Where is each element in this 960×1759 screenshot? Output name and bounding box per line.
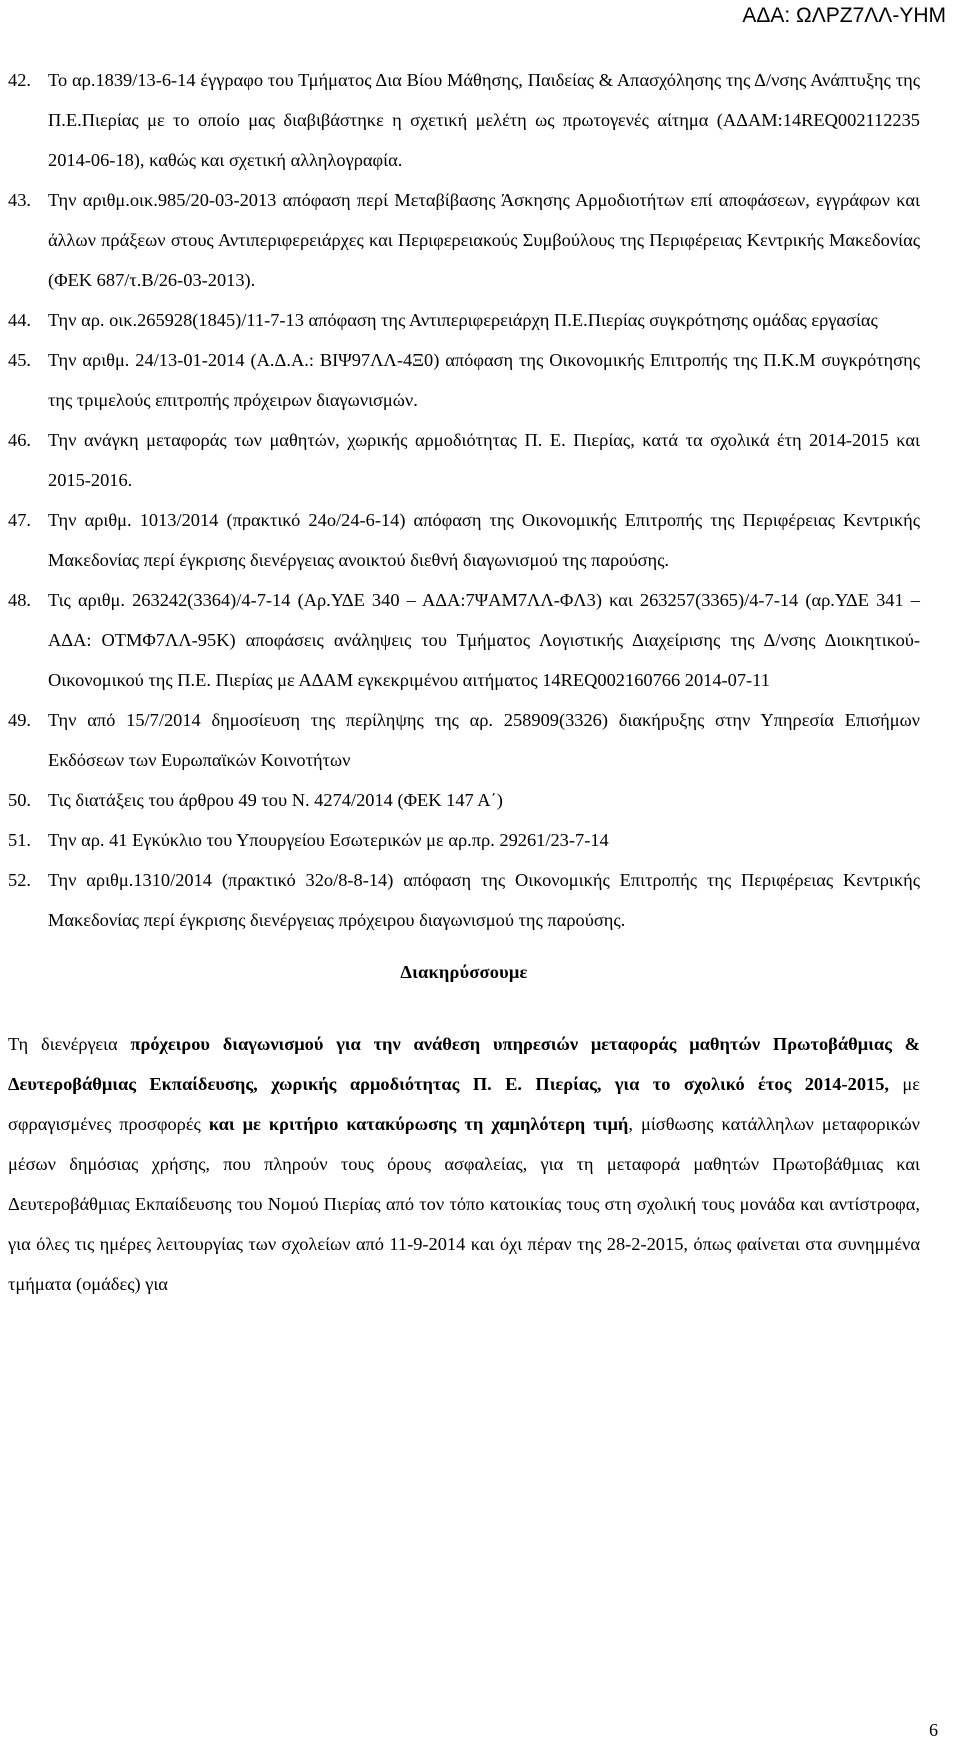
declaration-text: , μίσθωσης κατάλληλων μεταφορικών μέσων δημόσιας χρήσης, που πληρούν τους όρους ασφαλείας, για τη μεταφορά μαθητών Πρωτοβάθμιας και Δευτεροβάθμιας Εκπαίδευσης του Νομού Πιερίας από τον τόπο κατοικίας τους στη σχολική τους μονάδα και αντίστροφα, για όλες τις ημέρες λειτουργίας των σχολείων από 11-9-2014 και όχι πέραν της 28-2-2015, όπως φαίνεται στα συνημμένα τμήματα (ομάδες) για	[8, 1114, 920, 1294]
item-text: Τις αριθμ. 263242(3364)/4-7-14 (Αρ.ΥΔΕ 340 – ΑΔΑ:7ΨΑΜ7ΛΛ-ΦΛ3) και 263257(3365)/4-7-14 (αρ.ΥΔΕ 341 – ΑΔΑ: ΟΤΜΦ7ΛΛ-95Κ) αποφάσεις ανάληψεις του Τμήματος Λογιστικής Διαχείρισης της Δ/νσης Διοικητικού-Οικονομικού της Π.Ε. Πιερίας με ΑΔΑΜ εγκεκριμένου αιτήματος 14REQ002160766 2014-07-11	[48, 590, 920, 690]
declaration-bold-text: και με κριτήριο κατακύρωσης τη χαμηλότερη τιμή	[208, 1114, 629, 1134]
list-item	[8, 820, 920, 860]
list-item	[8, 860, 920, 940]
list-item	[8, 580, 920, 700]
item-text: Τις διατάξεις του άρθρου 49 του Ν. 4274/2014 (ΦΕΚ 147 Α΄)	[48, 790, 503, 810]
item-text: Την από 15/7/2014 δημοσίευση της περίληψης της αρ. 258909(3326) διακήρυξης στην Υπηρεσία Επισήμων Εκδόσεων των Ευρωπαϊκών Κοινοτήτων	[48, 710, 920, 770]
declaration-paragraph	[8, 1024, 920, 1304]
list-item	[8, 340, 920, 420]
item-number: 52.	[8, 870, 31, 890]
list-item	[8, 60, 920, 180]
page-number: 6	[929, 1720, 938, 1740]
item-number: 47.	[8, 510, 31, 530]
item-number: 50.	[8, 790, 31, 810]
document-body	[8, 60, 920, 1304]
item-text: Την αριθμ. 24/13-01-2014 (Α.Δ.Α.: ΒΙΨ97ΛΛ-4Ξ0) απόφαση της Οικονομικής Επιτροπής της Π.Κ.Μ συγκρότησης της τριμελούς επιτροπής πρόχειρων διαγωνισμών.	[48, 350, 920, 410]
item-text: Την αρ. 41 Εγκύκλιο του Υπουργείου Εσωτερικών με αρ.πρ. 29261/23-7-14	[48, 830, 609, 850]
declaration-text: με σφραγισμένες προσφορές	[8, 1074, 920, 1134]
item-number: 51.	[8, 830, 31, 850]
declaration-text: Τη διενέργεια	[8, 1034, 131, 1054]
list-item	[8, 300, 920, 340]
item-number: 44.	[8, 310, 31, 330]
list-item	[8, 700, 920, 780]
item-text: Την αριθμ.1310/2014 (πρακτικό 32ο/8-8-14) απόφαση της Οικονομικής Επιτροπής της Περιφέρειας Κεντρικής Μακεδονίας περί έγκρισης διενέργειας πρόχειρου διαγωνισμού της παρούσης.	[48, 870, 920, 930]
item-text: Την αριθμ. 1013/2014 (πρακτικό 24ο/24-6-14) απόφαση της Οικονομικής Επιτροπής της Περιφέρειας Κεντρικής Μακεδονίας περί έγκρισης διενέργειας ανοικτού διεθνή διαγωνισμού της παρούσης.	[48, 510, 920, 570]
list-item	[8, 780, 920, 820]
item-text: Το αρ.1839/13-6-14 έγγραφο του Τμήματος Δια Βίου Μάθησης, Παιδείας & Απασχόλησης της Δ/νσης Ανάπτυξης της Π.Ε.Πιερίας με το οποίο μας διαβιβάστηκε η σχετική μελέτη ως πρωτογενές αίτημα (ΑΔΑΜ:14REQ002112235 2014-06-18), καθώς και σχετική αλληλογραφία.	[48, 70, 920, 170]
item-text: Την αρ. οικ.265928(1845)/11-7-13 απόφαση της Αντιπεριφερειάρχη Π.Ε.Πιερίας συγκρότησης ομάδας εργασίας	[48, 310, 878, 330]
item-number: 43.	[8, 190, 31, 210]
item-text: Την ανάγκη μεταφοράς των μαθητών, χωρικής αρμοδιότητας Π. Ε. Πιερίας, κατά τα σχολικά έτη 2014-2015 και 2015-2016.	[48, 430, 920, 490]
item-number: 48.	[8, 590, 31, 610]
item-number: 45.	[8, 350, 31, 370]
ada-code-header: ΑΔΑ: ΩΛΡΖ7ΛΛ-ΥΗΜ	[742, 4, 946, 27]
item-text: Την αριθμ.οικ.985/20-03-2013 απόφαση περί Μεταβίβασης Άσκησης Αρμοδιοτήτων επί αποφάσεων, εγγράφων και άλλων πράξεων στους Αντιπεριφερειάρχες και Περιφερειακούς Συμβούλους της Περιφέρειας Κεντρικής Μακεδονίας (ΦΕΚ 687/τ.Β/26-03-2013).	[48, 190, 920, 290]
list-item	[8, 420, 920, 500]
list-item	[8, 180, 920, 300]
item-number: 46.	[8, 430, 31, 450]
section-heading: Διακηρύσσουμε	[400, 962, 528, 982]
declaration-bold-text: πρόχειρου διαγωνισμού για την ανάθεση υπηρεσιών μεταφοράς μαθητών Πρωτοβάθμιας & Δευτεροβάθμιας Εκπαίδευσης, χωρικής αρμοδιότητας Π. Ε. Πιερίας, για το σχολικό έτος 2014-2015,	[8, 1034, 920, 1094]
list-item	[8, 500, 920, 580]
item-number: 42.	[8, 70, 31, 90]
item-number: 49.	[8, 710, 31, 730]
